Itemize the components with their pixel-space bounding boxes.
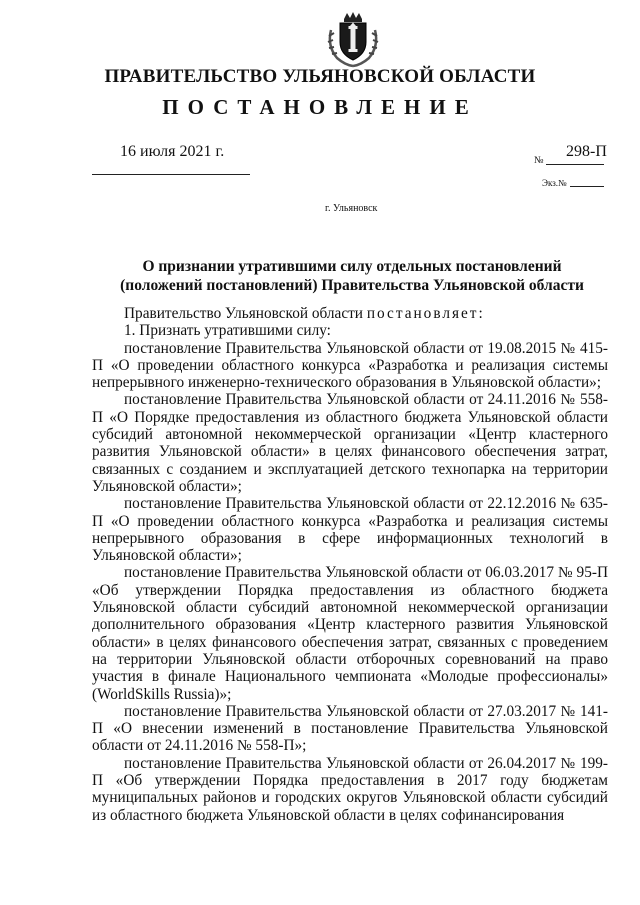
document-body (92, 305, 608, 824)
body-paragraph: постановление Правительства Ульяновской области от 26.04.2017 № 199-П «Об утверждении Порядка предоставления в 2017 году бюджетам муниципальных районов и городских округов Ульяновской области субсидий из областного бюджета Ульяновской области в целях софинансирования (92, 754, 608, 824)
document-type: ПОСТАНОВЛЕНИЕ (162, 95, 478, 119)
city: г. Ульяновск (325, 203, 378, 214)
ulyanovsk-coat-of-arms-icon (323, 10, 383, 68)
body-paragraph: постановление Правительства Ульяновской области от 24.11.2016 № 558-П «О Порядке предоставления из областного бюджета Ульяновской области субсидий автономной некоммерческой организации «Центр кластерного развития Ульяновской области» в целях финансового обеспечения затрат, связанных с созданием и эксплуатацией детского технопарка на территории Ульяновской области»; (92, 391, 608, 495)
body-paragraph: постановление Правительства Ульяновской области от 06.03.2017 № 95-П «Об утверждении Порядка предоставления из областного бюджета Ульяновской области субсидий автономной некоммерческой организации дополнительного образования «Центр кластерного развития Ульяновской области» в целях финансового обеспечения затрат, связанных с проведением на территории Ульяновской области отборочных соревнований на право участия в финале Национального чемпионата «Молодые профессионалы» (WorldSkills Russia)»; (92, 564, 608, 703)
date-underline (92, 174, 250, 175)
heading-line: (положений постановлений) Правительства Ульяновской области (120, 277, 584, 294)
document-number: 298-П (566, 143, 607, 160)
document-heading (92, 257, 612, 295)
number-prefix: № (534, 155, 544, 166)
intro-decree-word: постановляет: (366, 305, 485, 322)
body-paragraph: 1. Признать утратившими силу: (124, 322, 331, 340)
document-date: 16 июля 2021 г. (120, 143, 225, 160)
intro-text: Правительство Ульяновской области (124, 305, 367, 322)
number-underline (546, 164, 604, 165)
body-paragraph: постановление Правительства Ульяновской области от 27.03.2017 № 141-П «О внесении изменений в постановление Правительства Ульяновской области от 24.11.2016 № 558-П»; (92, 702, 608, 755)
copy-number-underline (570, 186, 604, 187)
copy-number-label: Экз.№ (542, 178, 567, 188)
government-title: ПРАВИТЕЛЬСТВО УЛЬЯНОВСКОЙ ОБЛАСТИ (104, 66, 536, 87)
heading-line: О признании утратившими силу отдельных постановлений (142, 258, 562, 275)
body-paragraph: постановление Правительства Ульяновской области от 19.08.2015 № 415-П «О проведении областного конкурса «Разработка и реализация системы непрерывного инженерно-технического образования в Ульяновской области»; (92, 339, 608, 392)
intro-paragraph (92, 305, 608, 322)
body-paragraph: постановление Правительства Ульяновской области от 22.12.2016 № 635-П «О проведении областного конкурса «Разработка и реализация системы непрерывного образования в сфере информационных технологий в Ульяновской области»; (92, 495, 608, 565)
